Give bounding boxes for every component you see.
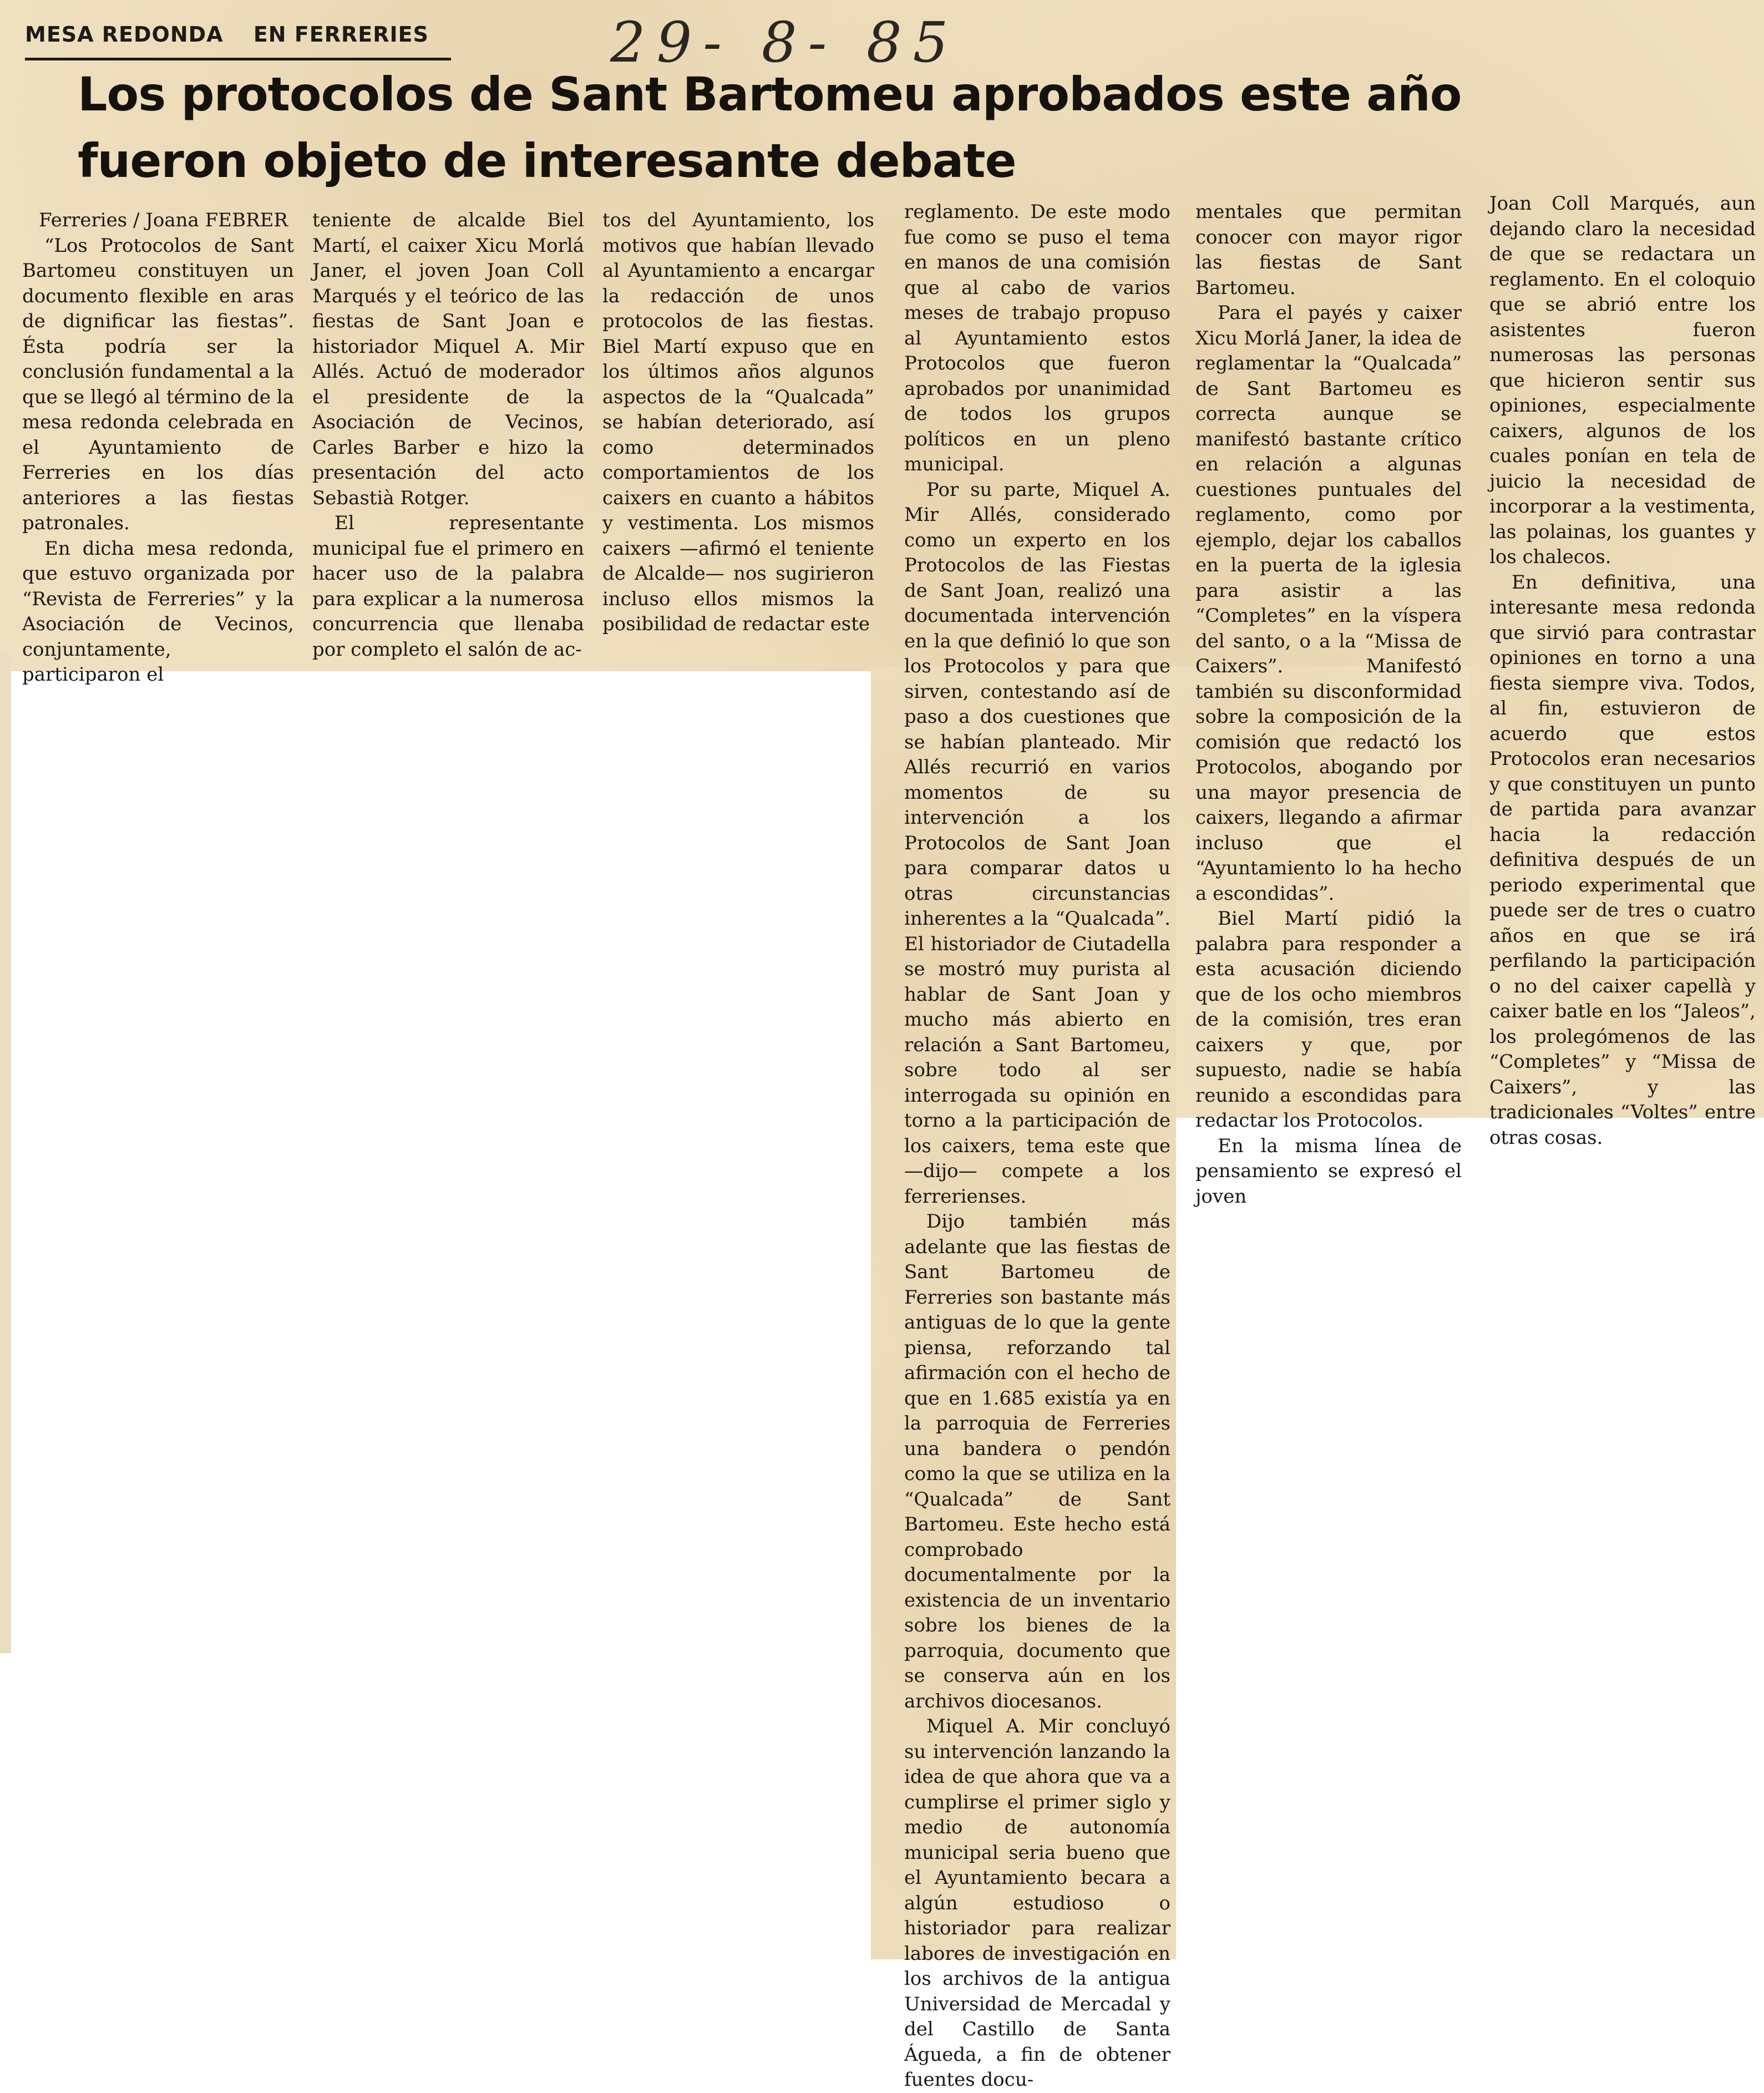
paragraph: En la misma línea de pensamiento se expresó el joven [1195, 1134, 1462, 1208]
article-column-4 [904, 200, 1170, 2093]
paragraph: Miquel A. Mir concluyó su intervención lanzando la idea de que ahora que va a cumplirse el primer siglo y medio de autonomía municipal seria bueno que el Ayuntamiento becara a algún estudioso o historiador para realizar labores de investigación en los archivos de la antigua Universidad de Mercadal y del Castillo de Santa Águeda, a fin de obtener fuentes docu- [904, 1715, 1170, 2091]
article-column-6 [1489, 191, 1756, 1151]
kicker-label: MESA REDONDA [25, 22, 224, 47]
paragraph: mentales que permitan conocer con mayor rigor las fiestas de Sant Bartomeu. [1195, 201, 1462, 299]
paragraph: El representante municipal fue el primero en hacer uso de la palabra para explicar a la numerosa concurrencia que llenaba por completo el salón de ac- [312, 512, 584, 661]
paragraph: teniente de alcalde Biel Martí, el caixer Xicu Morlá Janer, el joven Joan Coll Marqués y el teórico de las fiestas de Sant Joan e historiador Miquel A. Mir Allés. Actuó de moderador el presidente de la Asociación de Vecinos, Carles Barber e hizo la presentación del acto Sebastià Rotger. [312, 209, 584, 509]
byline: Ferreries / Joana FEBRER [39, 209, 288, 231]
paragraph: En dicha mesa redonda, que estuvo organizada por “Revista de Ferreries” y la Asociación de Vecinos, conjuntamente, participaron el [22, 537, 294, 686]
article-column-2 [312, 208, 584, 662]
paragraph: Para el payés y caixer Xicu Morlá Janer, la idea de reglamentar la “Qualcada” de Sant Bartomeu es correcta aunque se manifestó bastante crítico en relación a algunas cuestiones puntuales del reglamento, como por ejemplo, dejar los caballos en la puerta de la iglesia para asistir a las “Completes” en la víspera del santo, o a la “Missa de Caixers”. Manifestó también su disconformidad sobre la composición de la comisión que redactó los Protocolos, abogando por una mayor presencia de caixers, llegando a afirmar incluso que el “Ayuntamiento lo ha hecho a escondidas”. [1195, 302, 1462, 905]
paragraph: Joan Coll Marqués, aun dejando claro la necesidad de que se redactara un reglamento. En el coloquio que se abrió entre los asistentes fueron numerosas las personas que hicieron sentir sus opiniones, especialmente caixers, algunos de los cuales ponían en tela de juicio la necesidad de incorporar a la vestimenta, las polainas, los guantes y los chalecos. [1489, 192, 1756, 568]
clipping-left-edge [0, 655, 11, 1653]
paragraph: tos del Ayuntamiento, los motivos que habían llevado al Ayuntamiento a encargar la redacción de unos protocolos de las fiestas. Biel Martí expuso que en los últimos años algunos aspectos de la “Qualcada” se habían deteriorado, así como determinados comportamientos de los caixers en cuanto a hábitos y vestimenta. Los mismos caixers —afirmó el teniente de Alcalde— nos sugirieron incluso ellos mismos la posibilidad de redactar este [602, 209, 874, 635]
article-column-1 [22, 208, 294, 688]
paragraph: Por su parte, Miquel A. Mir Allés, considerado como un experto en los Protocolos de las Fiestas de Sant Joan, realizó una documentada intervención en la que definió lo que son los Protocolos y para que sirven, contestando así de paso a dos cuestiones que se habían planteado. Mir Allés recurrió en varios momentos de su intervención a los Protocolos de Sant Joan para comparar datos u otras circunstancias inherentes a la “Qualcada”. El historiador de Ciutadella se mostró muy purista al hablar de Sant Joan y mucho más abierto en relación a Sant Bartomeu, sobre todo al ser interrogada su opinión en torno a la participación de los caixers, tema este que —dijo— compete a los ferrerienses. [904, 478, 1170, 1208]
headline: Los protocolos de Sant Bartomeu aprobados este año fueron objeto de interesante debate [78, 67, 1462, 188]
section-kicker [25, 22, 451, 60]
kicker-location: EN FERRERIES [253, 22, 429, 47]
paragraph: “Los Protocolos de Sant Bartomeu constituyen un documento flexible en aras de dignificar las fiestas”. Ésta podría ser la conclusión fundamental a la que se llegó al término de la mesa redonda celebrada en el Ayuntamiento de Ferreries en los días anteriores a las fiestas patronales. [22, 234, 294, 534]
paragraph: En definitiva, una interesante mesa redonda que sirvió para contrastar opiniones en torno a una fiesta siempre viva. Todos, al fin, estuvieron de acuerdo que estos Protocolos eran necesarios y que constituyen un punto de partida para avanzar hacia la redacción definitiva después de un periodo experimental que puede ser de tres o cuatro años en que se irá perfilando la participación o no del caixer capellà y caixer batle en los “Jaleos”, los prolegómenos de las “Completes” y “Missa de Caixers”, y las tradicionales “Voltes” entre otras cosas. [1489, 571, 1756, 1149]
paragraph: Dijo también más adelante que las fiestas de Sant Bartomeu de Ferreries son bastante más antiguas de lo que la gente piensa, reforzando tal afirmación con el hecho de que en 1.685 existía ya en la parroquia de Ferreries una bandera o pendón como la que se utiliza en la “Qualcada” de Sant Bartomeu. Este hecho está comprobado documentalmente por la existencia de un inventario sobre los bienes de la parroquia, documento que se conserva aún en los archivos diocesanos. [904, 1210, 1170, 1712]
handwritten-date: 29- 8- 85 [610, 10, 960, 75]
paragraph: reglamento. De este modo fue como se puso el tema en manos de una comisión que al cabo de varios meses de trabajo propuso al Ayuntamiento estos Protocolos que fueron aprobados por unanimidad de todos los grupos políticos en un pleno municipal. [904, 201, 1170, 475]
paragraph: Biel Martí pidió la palabra para responder a esta acusación diciendo que de los ocho miembros de la comisión, tres eran caixers y que, por supuesto, nadie se había reunido a escondidas para redactar los Protocolos. [1195, 908, 1462, 1132]
article-column-3 [602, 208, 874, 637]
article-column-5 [1195, 200, 1462, 1209]
